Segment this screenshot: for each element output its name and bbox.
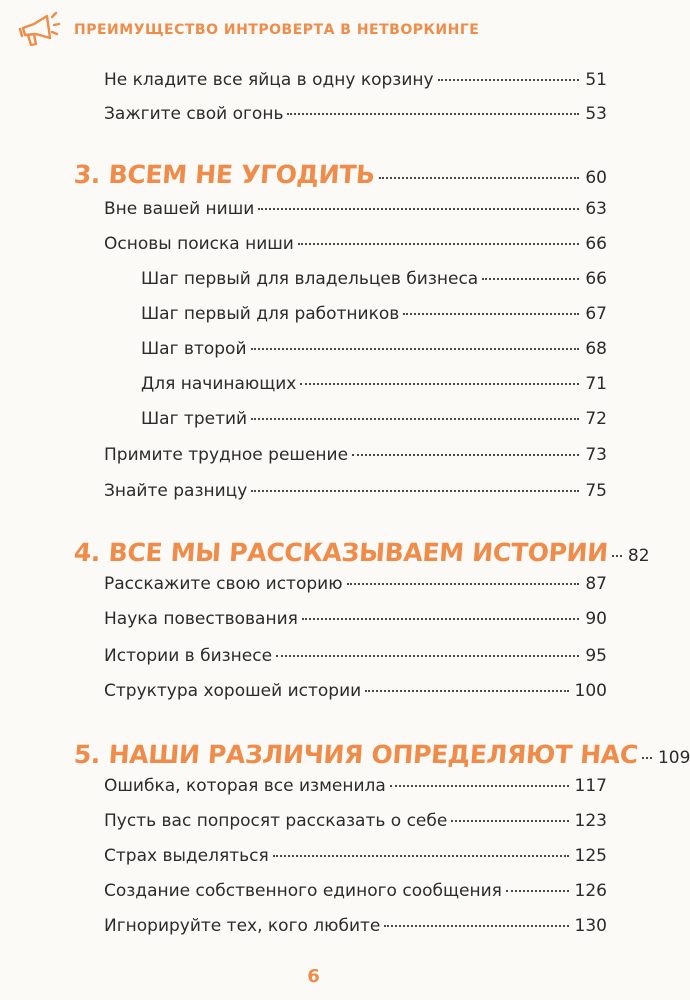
dot-leader <box>302 618 580 620</box>
toc-entry <box>104 199 607 219</box>
entry-page-number: 68 <box>585 339 607 359</box>
toc-entry <box>104 776 607 796</box>
dot-leader <box>451 820 568 822</box>
chapter-title: 4. ВСЕ МЫ РАССКАЗЫВАЕМ ИСТОРИИ <box>72 538 609 567</box>
chapter-title: 3. ВСЕМ НЕ УГОДИТЬ <box>72 160 376 189</box>
entry-title: Основы поиска ниши <box>104 234 294 254</box>
toc-chapter-entry <box>72 538 650 567</box>
toc-entry <box>104 681 607 701</box>
toc-entry <box>104 104 607 124</box>
entry-page-number: 125 <box>574 846 607 866</box>
toc-entry <box>104 881 607 901</box>
toc-entry <box>104 609 607 629</box>
entry-title: Для начинающих <box>141 374 297 394</box>
dot-leader <box>287 113 579 115</box>
dot-leader <box>352 454 579 456</box>
toc-entry <box>104 811 607 831</box>
dot-leader <box>390 785 569 787</box>
toc-chapter-entry <box>72 740 690 769</box>
entry-title: Пусть вас попросят рассказать о себе <box>104 811 448 831</box>
toc-entry <box>141 304 607 324</box>
entry-title: Примите трудное решение <box>104 445 349 465</box>
dot-leader <box>273 855 569 857</box>
entry-page-number: 95 <box>585 646 607 666</box>
entry-page-number: 72 <box>585 409 607 429</box>
entry-page-number: 100 <box>574 681 607 701</box>
dot-leader <box>438 79 580 81</box>
toc-entry <box>104 445 607 465</box>
entry-title: Игнорируйте тех, кого любите <box>104 916 381 936</box>
running-head: ПРЕИМУЩЕСТВО ИНТРОВЕРТА В НЕТВОРКИНГЕ <box>74 22 480 38</box>
entry-page-number: 51 <box>585 70 607 90</box>
toc-entry <box>104 646 607 666</box>
entry-page-number: 117 <box>574 776 607 796</box>
entry-title: Структура хорошей истории <box>104 681 362 701</box>
dot-leader <box>642 757 652 759</box>
dot-leader <box>482 278 579 280</box>
entry-title: Вне вашей ниши <box>104 199 255 219</box>
entry-page-number: 73 <box>585 445 607 465</box>
dot-leader <box>365 690 568 692</box>
entry-title: Зажгите свой огонь <box>104 104 284 124</box>
toc-entry <box>104 234 607 254</box>
entry-title: Не кладите все яйца в одну корзину <box>104 70 434 90</box>
toc-entry <box>141 409 607 429</box>
entry-title: Создание собственного единого сообщения <box>104 881 502 901</box>
dot-leader <box>251 418 579 420</box>
dot-leader <box>347 583 580 585</box>
entry-title: Шаг первый для работников <box>141 304 400 324</box>
entry-title: Страх выделяться <box>104 846 269 866</box>
toc-entry <box>104 916 607 936</box>
entry-page-number: 87 <box>585 574 607 594</box>
dot-leader <box>251 490 579 492</box>
dot-leader <box>506 890 569 892</box>
toc-entry <box>141 269 607 289</box>
entry-page-number: 67 <box>585 304 607 324</box>
toc-entry <box>141 339 607 359</box>
entry-page-number: 63 <box>585 199 607 219</box>
entry-page-number: 66 <box>585 234 607 254</box>
dot-leader <box>298 243 580 245</box>
entry-title: Наука повествования <box>104 609 298 629</box>
entry-page-number: 71 <box>585 374 607 394</box>
dot-leader <box>300 383 579 385</box>
dot-leader <box>379 177 580 179</box>
dot-leader <box>251 348 580 350</box>
toc-entry <box>104 481 607 501</box>
entry-page-number: 123 <box>574 811 607 831</box>
entry-title: Шаг третий <box>141 409 248 429</box>
dot-leader <box>384 925 568 927</box>
dot-leader <box>403 313 579 315</box>
toc-entry <box>104 70 607 90</box>
entry-page-number: 66 <box>585 269 607 289</box>
entry-title: Знайте разницу <box>104 481 248 501</box>
toc-entry <box>141 374 607 394</box>
entry-title: Ошибка, которая все изменила <box>104 776 386 796</box>
entry-page-number: 53 <box>585 104 607 124</box>
entry-page-number: 75 <box>585 481 607 501</box>
dot-leader <box>258 208 579 210</box>
entry-title: Шаг второй <box>141 339 247 359</box>
entry-page-number: 60 <box>585 168 607 188</box>
entry-title: Шаг первый для владельцев бизнеса <box>141 269 479 289</box>
entry-title: Истории в бизнесе <box>104 646 273 666</box>
entry-page-number: 82 <box>627 546 650 566</box>
toc-entry <box>104 846 607 866</box>
chapter-title: 5. НАШИ РАЗЛИЧИЯ ОПРЕДЕЛЯЮТ НАС <box>72 740 639 769</box>
entry-page-number: 109 <box>657 748 690 768</box>
page-number: 6 <box>307 966 320 987</box>
entry-page-number: 130 <box>574 916 607 936</box>
toc-entry <box>104 574 607 594</box>
dot-leader <box>612 555 622 557</box>
entry-title: Расскажите свою историю <box>104 574 343 594</box>
toc-chapter-entry <box>74 160 607 189</box>
entry-page-number: 126 <box>574 881 607 901</box>
entry-page-number: 90 <box>585 609 607 629</box>
dot-leader <box>276 655 579 657</box>
